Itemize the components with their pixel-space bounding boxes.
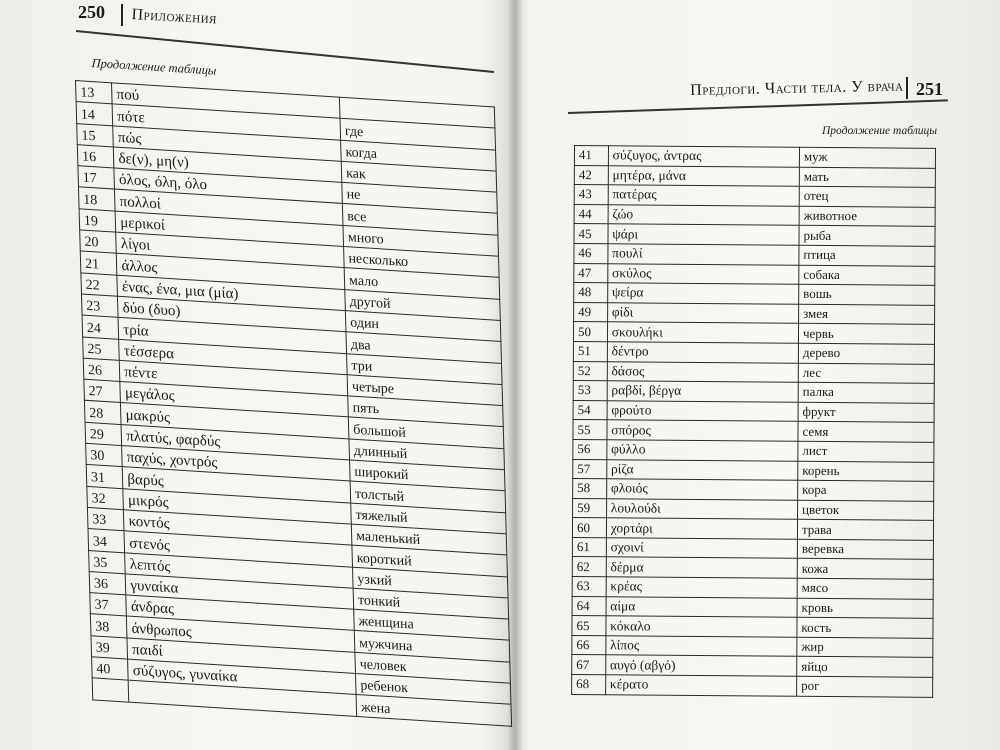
greek-word: λίγοι xyxy=(116,232,344,268)
russian-word: тонкий xyxy=(353,588,508,619)
left-vocab-table-wrap xyxy=(75,80,512,726)
row-number: 51 xyxy=(573,341,607,361)
row-number: 14 xyxy=(76,102,113,126)
table-row xyxy=(572,675,933,697)
greek-word: κέρατο xyxy=(605,675,796,696)
right-running-title: Предлоги. Части тела. У врача xyxy=(690,77,904,99)
row-number: 55 xyxy=(573,420,607,440)
greek-word: ζώο xyxy=(608,205,799,226)
russian-word: кость xyxy=(797,618,933,639)
russian-word: ребенок xyxy=(356,673,511,704)
row-number: 44 xyxy=(574,204,608,224)
russian-word: семя xyxy=(798,422,934,443)
greek-word: δέρμα xyxy=(606,557,797,578)
greek-word: μικρός xyxy=(123,488,351,524)
row-number: 53 xyxy=(573,381,607,401)
row-number: 54 xyxy=(573,400,607,420)
greek-word: ένας, ένα, μια (μία) xyxy=(117,275,345,311)
greek-word: λίπος xyxy=(606,636,797,657)
right-header-divider xyxy=(906,77,908,99)
row-number: 50 xyxy=(573,322,607,342)
row-number: 62 xyxy=(572,557,606,577)
row-number: 29 xyxy=(85,422,122,446)
greek-word: σχοινί xyxy=(606,538,797,559)
row-number: 23 xyxy=(81,294,118,318)
greek-word: δύο (δυο) xyxy=(118,296,346,332)
russian-word: лес xyxy=(798,363,934,384)
left-table-caption: Продолжение таблицы xyxy=(91,56,217,78)
russian-word: много xyxy=(343,225,498,256)
greek-word: άλλος xyxy=(117,254,345,290)
left-running-title: Приложения xyxy=(131,6,218,28)
greek-word: ψείρα xyxy=(607,283,798,304)
russian-word: узкий xyxy=(353,567,508,598)
greek-word: σύζυγος, γυναίκα xyxy=(128,659,356,695)
russian-word: как xyxy=(341,161,496,192)
row-number: 57 xyxy=(573,459,607,479)
russian-word: мужчина xyxy=(354,631,509,662)
greek-word: δε(ν), μη(ν) xyxy=(114,147,342,183)
greek-word: παχύς, χοντρός xyxy=(122,446,350,482)
right-header-rule xyxy=(568,99,948,113)
russian-word: большой xyxy=(348,417,503,448)
row-number: 19 xyxy=(79,209,116,233)
row-number xyxy=(92,678,129,702)
greek-word: όλος, όλη, όλο xyxy=(114,168,342,204)
greek-word: άνθρωπος xyxy=(127,616,355,652)
greek-word: πότε xyxy=(112,104,340,140)
greek-word: πουλί xyxy=(608,244,799,265)
row-number: 42 xyxy=(574,165,608,185)
row-number: 67 xyxy=(572,655,606,675)
greek-word: χορτάρι xyxy=(606,518,797,539)
row-number: 40 xyxy=(92,657,129,681)
row-number: 21 xyxy=(80,251,117,275)
greek-word: σκύλος xyxy=(608,263,799,284)
row-number: 26 xyxy=(83,358,120,382)
greek-word: δάσος xyxy=(607,361,798,382)
row-number: 49 xyxy=(574,302,608,322)
greek-word: πώς xyxy=(113,126,341,162)
russian-word: мясо xyxy=(797,578,933,599)
row-number: 20 xyxy=(80,230,117,254)
russian-word: червь xyxy=(798,324,934,345)
russian-word: мало xyxy=(344,268,499,299)
row-number: 13 xyxy=(76,81,113,105)
greek-word: πολλοί xyxy=(115,190,343,226)
row-number: 36 xyxy=(89,571,126,595)
greek-word: αυγό (αβγό) xyxy=(605,655,796,676)
row-number: 32 xyxy=(87,486,124,510)
greek-word: δέντρο xyxy=(607,342,798,363)
russian-word: рог xyxy=(797,676,933,697)
russian-word: собака xyxy=(799,265,935,286)
russian-word: не xyxy=(342,183,497,214)
greek-word: φίδι xyxy=(607,303,798,324)
row-number: 24 xyxy=(82,315,119,339)
greek-word: κρέας xyxy=(606,577,797,598)
greek-word: πατέρας xyxy=(608,185,799,206)
left-header-divider xyxy=(121,4,123,26)
russian-word: жена xyxy=(356,695,511,726)
row-number: 45 xyxy=(574,224,608,244)
row-number: 61 xyxy=(572,537,606,557)
russian-word: вошь xyxy=(799,284,935,305)
greek-word: ψάρι xyxy=(608,224,799,245)
russian-word: мать xyxy=(799,167,935,188)
row-number: 16 xyxy=(77,145,114,169)
row-number: 64 xyxy=(572,596,606,616)
row-number: 17 xyxy=(78,166,115,190)
russian-word: человек xyxy=(355,652,510,683)
greek-word: σκουλήκι xyxy=(607,322,798,343)
greek-word: μερικοί xyxy=(115,211,343,247)
row-number: 38 xyxy=(90,614,127,638)
russian-word: птица xyxy=(799,245,935,266)
russian-word: когда xyxy=(341,140,496,171)
russian-word: четыре xyxy=(347,375,502,406)
greek-word: μακρύς xyxy=(121,403,349,439)
greek-word: ρίζα xyxy=(606,459,797,480)
russian-word: где xyxy=(340,119,495,150)
russian-word: отец xyxy=(799,186,935,207)
greek-word: λεπτός xyxy=(125,552,353,588)
greek-word: σύζυγος, άντρας xyxy=(608,146,799,167)
right-page-number: 251 xyxy=(916,79,943,99)
row-number: 31 xyxy=(86,465,123,489)
russian-word: муж xyxy=(799,147,935,168)
russian-word: змея xyxy=(799,304,935,325)
russian-word: женщина xyxy=(354,609,509,640)
row-number: 25 xyxy=(83,337,120,361)
greek-word: πέντε xyxy=(120,360,348,396)
russian-word: фрукт xyxy=(798,402,934,423)
greek-word: μητέρα, μάνα xyxy=(608,165,799,186)
left-page-number: 250 xyxy=(78,2,105,22)
russian-word: широкий xyxy=(350,460,505,491)
greek-word: τρία xyxy=(118,318,346,354)
russian-word: короткий xyxy=(352,545,507,576)
russian-word: два xyxy=(346,332,501,363)
greek-word: παιδί xyxy=(127,638,355,674)
row-number: 39 xyxy=(91,635,128,659)
russian-word: три xyxy=(347,353,502,384)
russian-word: кожа xyxy=(797,559,933,580)
row-number: 18 xyxy=(78,187,115,211)
greek-word: πλατύς, φαρδύς xyxy=(121,424,349,460)
greek-word: άνδρας xyxy=(126,595,354,631)
row-number: 33 xyxy=(87,507,124,531)
greek-word: κόκαλο xyxy=(606,616,797,637)
greek-word: φρούτο xyxy=(607,400,798,421)
russian-word: яйцо xyxy=(797,657,933,678)
greek-word: φλοιός xyxy=(606,479,797,500)
greek-word: σπόρος xyxy=(607,420,798,441)
russian-word: несколько xyxy=(344,247,499,278)
greek-word: αίμα xyxy=(606,596,797,617)
row-number: 56 xyxy=(573,439,607,459)
russian-word: палка xyxy=(798,382,934,403)
russian-word: кровь xyxy=(797,598,933,619)
greek-word: στενός xyxy=(124,531,352,567)
row-number: 22 xyxy=(81,273,118,297)
row-number: 35 xyxy=(89,550,126,574)
russian-word: пять xyxy=(348,396,503,427)
row-number: 59 xyxy=(573,498,607,518)
russian-word: все xyxy=(342,204,497,235)
row-number: 34 xyxy=(88,529,125,553)
greek-word: πού xyxy=(112,83,340,119)
row-number: 30 xyxy=(86,443,123,467)
greek-word: τέσσερα xyxy=(119,339,347,375)
greek-word: βαρύς xyxy=(123,467,351,503)
russian-word: кора xyxy=(798,480,934,501)
row-number: 43 xyxy=(574,185,608,205)
greek-word: φύλλο xyxy=(607,440,798,461)
row-number: 47 xyxy=(574,263,608,283)
row-number: 52 xyxy=(573,361,607,381)
row-number: 58 xyxy=(573,479,607,499)
greek-word: μεγάλος xyxy=(120,382,348,418)
russian-word: длинный xyxy=(349,439,504,470)
russian-word: жир xyxy=(797,637,933,658)
russian-word: цветок xyxy=(798,500,934,521)
russian-word: тяжелый xyxy=(351,503,506,534)
row-number: 27 xyxy=(84,379,121,403)
row-number: 68 xyxy=(572,675,606,695)
right-vocab-table-wrap xyxy=(571,145,936,697)
row-number: 60 xyxy=(572,518,606,538)
greek-word: ραβδί, βέργα xyxy=(607,381,798,402)
russian-word: другой xyxy=(345,289,500,320)
russian-word: корень xyxy=(798,461,934,482)
russian-word: животное xyxy=(799,206,935,227)
russian-word: рыба xyxy=(799,226,935,247)
russian-word: дерево xyxy=(798,343,934,364)
russian-word: маленький xyxy=(351,524,506,555)
russian-word: веревка xyxy=(797,539,933,560)
russian-word: трава xyxy=(797,520,933,541)
left-vocab-table xyxy=(75,80,512,726)
row-number: 15 xyxy=(77,123,114,147)
row-number: 63 xyxy=(572,577,606,597)
right-table-caption: Продолжение таблицы xyxy=(822,125,938,137)
russian-word: лист xyxy=(798,441,934,462)
row-number: 48 xyxy=(574,283,608,303)
row-number: 46 xyxy=(574,243,608,263)
greek-word: γυναίκα xyxy=(126,574,354,610)
row-number: 41 xyxy=(574,146,608,166)
russian-word: толстый xyxy=(350,481,505,512)
row-number: 37 xyxy=(90,593,127,617)
greek-word: λουλούδι xyxy=(606,498,797,519)
right-vocab-table xyxy=(571,145,936,697)
row-number: 28 xyxy=(84,401,121,425)
row-number: 65 xyxy=(572,616,606,636)
row-number: 66 xyxy=(572,635,606,655)
greek-word: κοντός xyxy=(124,510,352,546)
russian-word: один xyxy=(345,311,500,342)
